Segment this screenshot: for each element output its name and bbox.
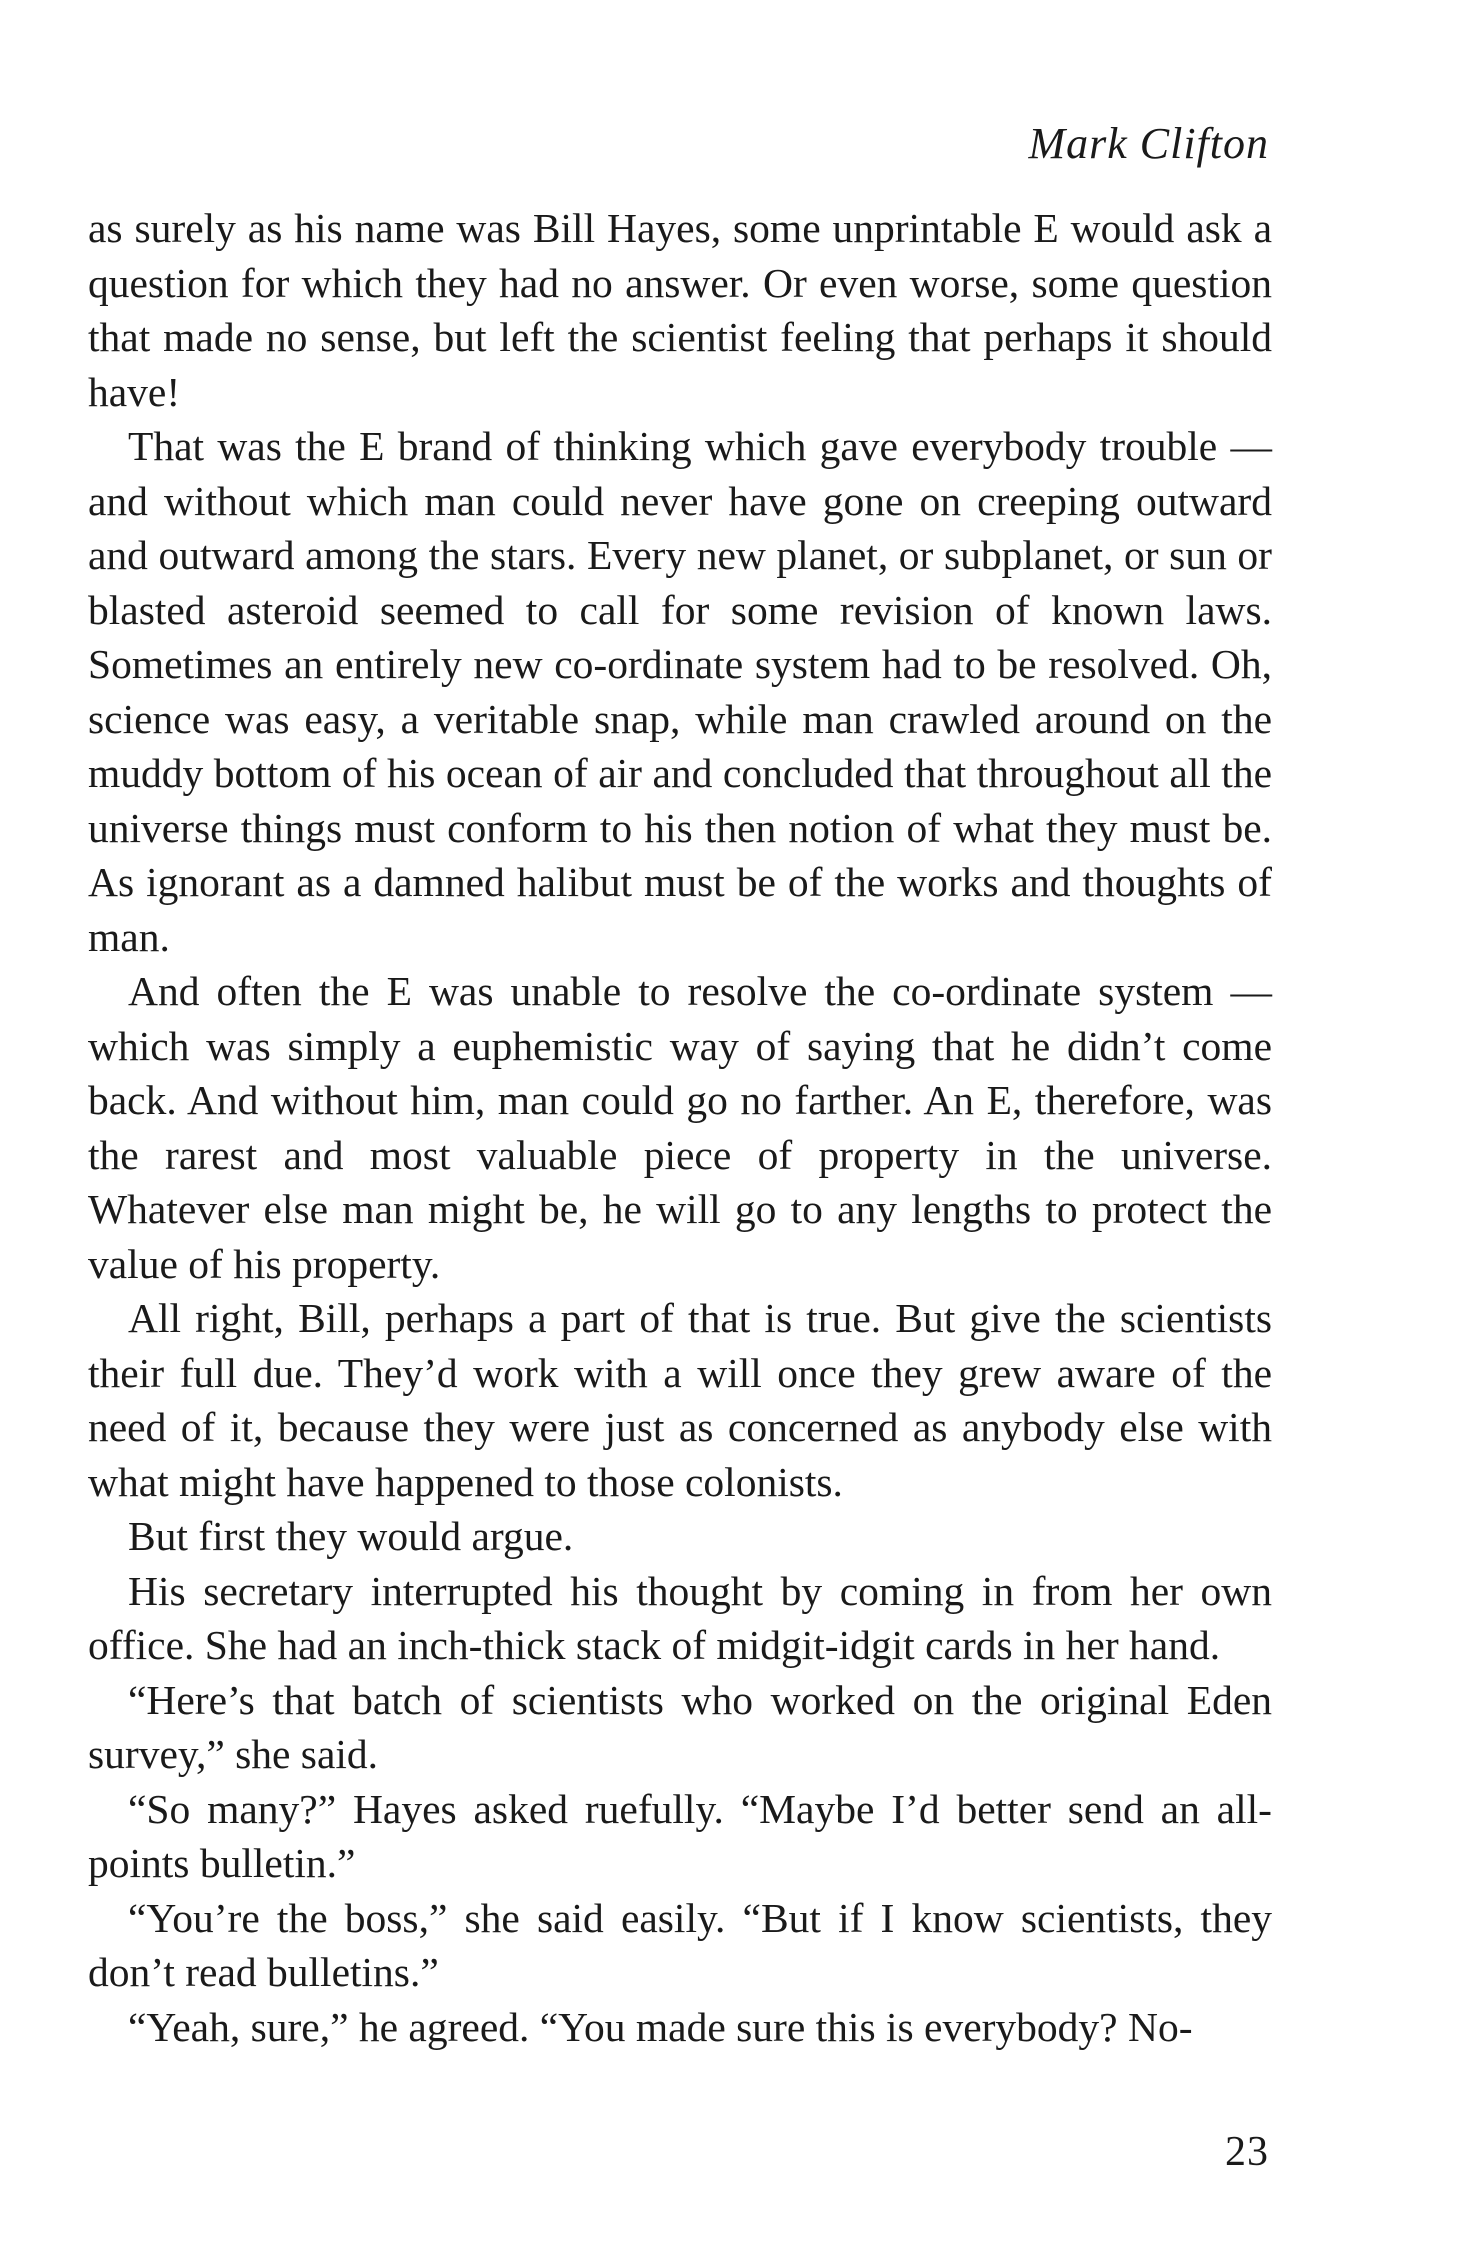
paragraph-10: “Yeah, sure,” he agreed. “You made sure this is everybody? No- xyxy=(128,2003,1193,2050)
paragraph-9: “You’re the boss,” she said easily. “But if I know scientists, they don’t read bulletins.” xyxy=(88,1894,1272,1995)
paragraph-2: That was the E brand of thinking which gave everybody trouble —and without which man could never have gone on creeping outward and outward among the stars. Every new planet, or subplanet, or sun or blasted asteroid seemed to call for some revision of known laws. Sometimes an entirely new co-ordinate system had to be resolved. Oh, science was easy, a veritable snap, while man crawled around on the muddy bottom of his ocean of air and concluded that throughout all the universe things must conform to his then notion of what they must be. As ignorant as a damned halibut must be of the works and thoughts of man. xyxy=(88,423,1272,960)
page-number: 23 xyxy=(1225,2129,1269,2175)
paragraph-8: “So many?” Hayes asked ruefully. “Maybe I’d better send an all-points bulletin.” xyxy=(88,1785,1272,1886)
paragraph-5: But first they would argue. xyxy=(128,1513,574,1559)
paragraph-7: “Here’s that batch of scientists who worked on the original Eden survey,” she said. xyxy=(88,1676,1272,1777)
paragraph-4: All right, Bill, perhaps a part of that is true. But give the scientists their full due. They’d work with a will once they grew aware of the need of it, because they were just as concerned as anybody else with what might have happened to those colonists. xyxy=(88,1295,1272,1505)
paragraph-6: His secretary interrupted his thought by coming in from her own office. She had an inch-thick stack of midgit-idgit cards in her hand. xyxy=(88,1567,1272,1668)
paragraph-3: And often the E was unable to resolve the co-ordinate system —which was simply a euphemistic way of saying that he didn’t come back. And without him, man could go no farther. An E, therefore, was the rarest and most valuable piece of property in the universe. Whatever else man might be, he will go to any lengths to protect the value of his property. xyxy=(88,968,1272,1287)
body-text xyxy=(88,201,1272,2054)
running-head-author: Mark Clifton xyxy=(1028,119,1269,168)
paragraph-1: as surely as his name was Bill Hayes, some unprintable E would ask a question for which they had no answer. Or even worse, some question that made no sense, but left the scientist feeling that perhaps it should have! xyxy=(88,205,1272,415)
